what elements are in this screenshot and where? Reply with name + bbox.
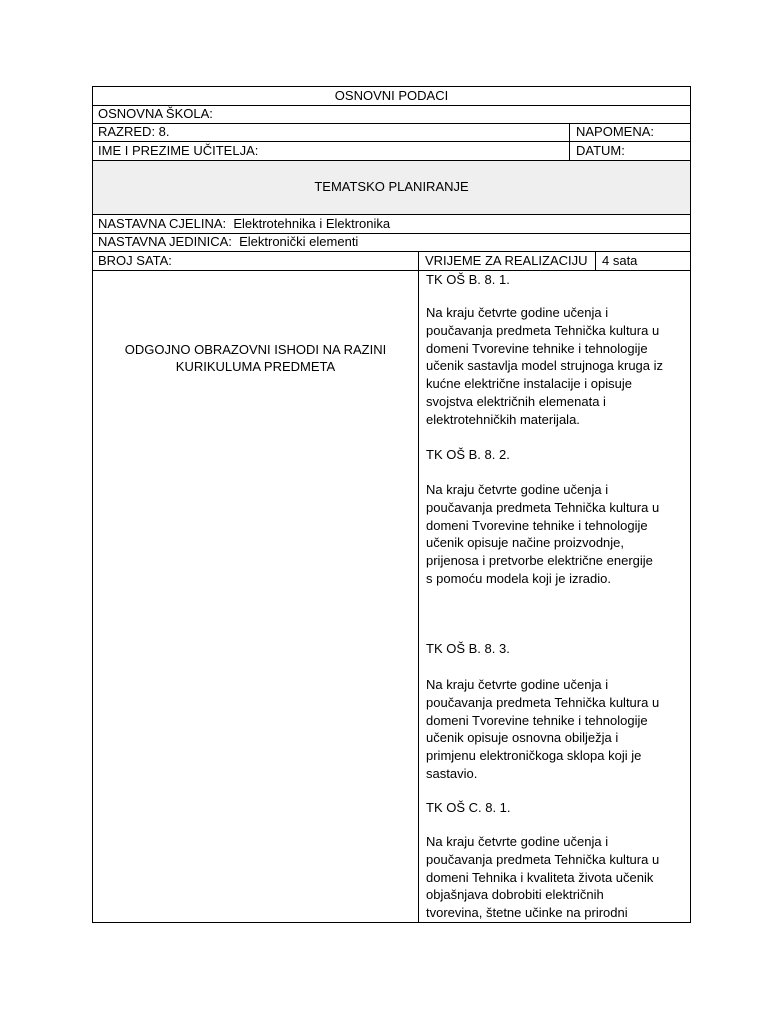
outcome-line: učenik opisuje osnovna obilježja i: [426, 730, 619, 746]
outcome-line: Na kraju četvrte godine učenja i: [426, 834, 609, 849]
date-label: DATUM:: [576, 143, 625, 158]
lesson-label: NASTAVNA JEDINICA: Elektronički elementi: [98, 234, 359, 249]
time-label: VRIJEME ZA REALIZACIJU: [425, 253, 588, 268]
outcome-line: učenik sastavlja model strujnoga kruga iz: [426, 358, 664, 374]
form-header: OSNOVNI PODACI: [334, 88, 449, 103]
outcome-line: poučavanja predmeta Tehnička kultura u: [426, 694, 660, 710]
outcome-line: s pomoću modela koji je izradio.: [426, 570, 611, 586]
note-label: NAPOMENA:: [576, 124, 655, 139]
outcome-text: [426, 304, 688, 429]
school-label: OSNOVNA ŠKOLA:: [98, 106, 213, 121]
outcome-code: TK OŠ B. 8. 1.: [426, 272, 510, 287]
time-value: 4 sata: [602, 253, 638, 268]
outcome-line: poučavanja predmeta Tehnička kultura u: [426, 499, 660, 515]
outcome-line: poučavanja predmeta Tehnička kultura u: [426, 322, 660, 338]
outcome-line: Na kraju četvrte godine učenja i: [426, 305, 609, 320]
outcome-code: TK OŠ B. 8. 3.: [426, 641, 510, 656]
outcome-code: TK OŠ C. 8. 1.: [426, 800, 511, 815]
outcome-line: domeni Tvorevine tehnike i tehnologije: [426, 712, 648, 728]
outcome-line: domeni Tvorevine tehnike i tehnologije: [426, 340, 648, 356]
grade-label: RAZRED: 8.: [98, 124, 170, 139]
outcome-line: kućne električne instalacije i opisuje: [426, 376, 632, 392]
outcome-line: sastavio.: [426, 765, 478, 781]
section-title: TEMATSKO PLANIRANJE: [314, 179, 469, 194]
outcome-text: [426, 833, 688, 922]
outcome-line: učenik opisuje načine proizvodnje,: [426, 535, 625, 551]
outcome-text: [426, 481, 688, 588]
outcomes-label-line1: ODGOJNO OBRAZOVNI ISHODI NA RAZINI: [124, 342, 387, 357]
outcome-line: Na kraju četvrte godine učenja i: [426, 482, 609, 497]
outcome-line: tvorevina, štetne učinke na prirodni: [426, 905, 628, 921]
teacher-label: IME I PREZIME UČITELJA:: [98, 143, 259, 158]
outcome-line: svojstva električnih elemenata i: [426, 393, 606, 409]
hours-label: BROJ SATA:: [98, 253, 172, 268]
outcome-text: [426, 676, 688, 783]
outcome-line: Na kraju četvrte godine učenja i: [426, 677, 609, 692]
outcome-line: objašnjava dobrobiti električnih: [426, 887, 604, 903]
outcome-line: elektrotehničkih materijala.: [426, 411, 580, 427]
outcome-line: poučavanja predmeta Tehnička kultura u: [426, 851, 660, 867]
outcome-line: domeni Tehnika i kvaliteta života učenik: [426, 869, 654, 885]
outcome-code: TK OŠ B. 8. 2.: [426, 447, 510, 462]
outcome-line: prijenosa i pretvorbe električne energije: [426, 553, 653, 569]
outcome-line: primjenu elektroničkoga sklopa koji je: [426, 748, 642, 764]
unit-label: NASTAVNA CJELINA: Elektrotehnika i Elektronika: [98, 216, 391, 231]
outcomes-label-line2: KURIKULUMA PREDMETA: [175, 359, 336, 374]
outcome-line: domeni Tvorevine tehnike i tehnologije: [426, 517, 648, 533]
